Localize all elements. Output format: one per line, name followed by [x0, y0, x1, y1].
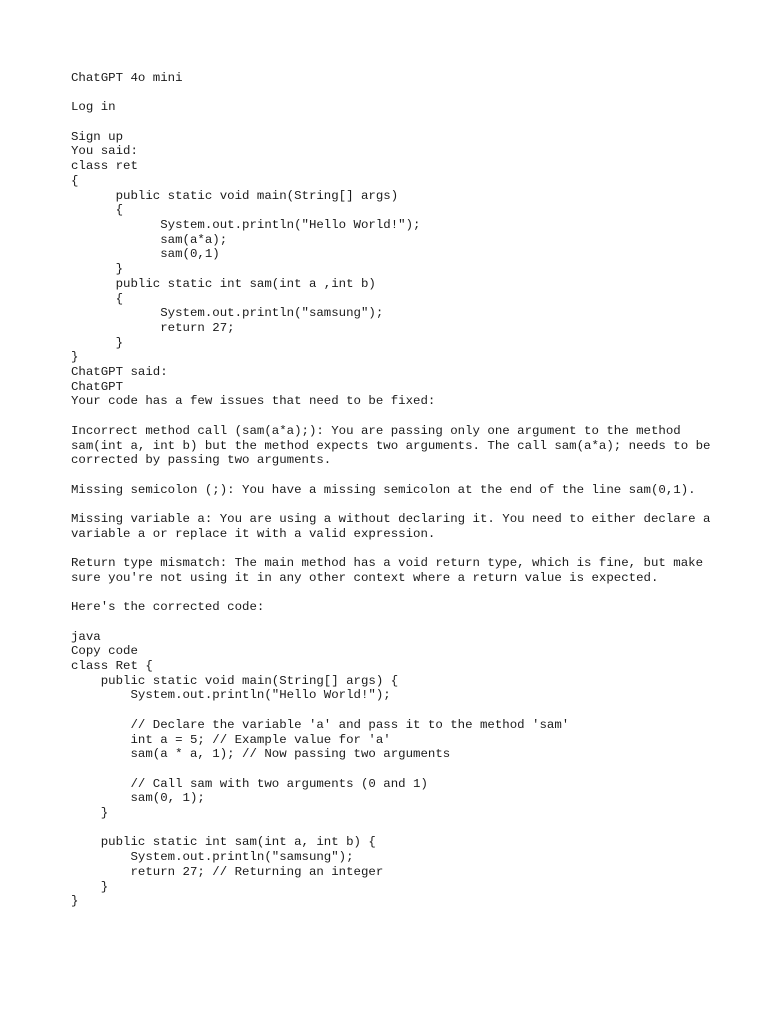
- spacer: [71, 497, 711, 512]
- issue-paragraph: Incorrect method call (sam(a*a);): You are passing only one argument to the method sam(int a, int b) but the method expects two arguments. The call sam(a*a); needs to be corrected by passing two arguments.: [71, 423, 718, 468]
- copy-code-button[interactable]: Copy code: [71, 644, 138, 659]
- code-line: [71, 762, 711, 777]
- code-line: [71, 703, 711, 718]
- assistant-name: ChatGPT: [71, 379, 124, 394]
- code-line: class ret: [71, 159, 138, 174]
- code-line: }: [71, 262, 124, 277]
- code-line: System.out.println("Hello World!");: [71, 688, 391, 703]
- spacer: [71, 615, 711, 630]
- code-line: public static void main(String[] args) {: [71, 673, 399, 688]
- code-line: class Ret {: [71, 659, 153, 673]
- corrected-code-block: [71, 659, 711, 909]
- code-line: int a = 5; // Example value for 'a': [71, 732, 391, 747]
- assistant-message-label: ChatGPT said:: [71, 365, 168, 380]
- corrected-code-intro: Here's the corrected code:: [71, 600, 265, 615]
- code-line: }: [71, 879, 109, 894]
- app-title: ChatGPT 4o mini: [71, 71, 183, 85]
- code-line: sam(0, 1);: [71, 791, 205, 806]
- code-line: // Call sam with two arguments (0 and 1): [71, 776, 428, 791]
- code-line: sam(a * a, 1); // Now passing two arguments: [71, 747, 451, 762]
- code-line: public static void main(String[] args): [71, 188, 399, 203]
- code-line: {: [71, 291, 124, 306]
- code-language-label: java: [71, 629, 101, 644]
- spacer: [71, 409, 711, 424]
- code-line: public static int sam(int a ,int b): [71, 276, 376, 291]
- spacer: [71, 115, 711, 130]
- code-line: return 27; // Returning an integer: [71, 864, 384, 879]
- user-message-label: You said:: [71, 144, 138, 159]
- issue-paragraph: Missing semicolon (;): You have a missing semicolon at the end of the line sam(0,1).: [71, 482, 696, 497]
- document-page: [71, 71, 718, 909]
- code-line: // Declare the variable 'a' and pass it to the method 'sam': [71, 717, 570, 732]
- code-line: }: [71, 894, 79, 909]
- signup-link[interactable]: Sign up: [71, 129, 124, 144]
- spacer: [71, 86, 711, 101]
- code-line: System.out.println("samsung");: [71, 850, 354, 865]
- spacer: [71, 468, 711, 483]
- code-line: }: [71, 350, 79, 365]
- code-line: }: [71, 806, 109, 820]
- code-line: sam(a*a);: [71, 232, 228, 247]
- code-line: }: [71, 335, 124, 350]
- spacer: [71, 541, 711, 556]
- user-code-block: [71, 159, 711, 365]
- code-line: {: [71, 203, 124, 218]
- issue-paragraph: Missing variable a: You are using a without declaring it. You need to either declare a variable a or replace it with a valid expression.: [71, 512, 718, 541]
- code-line: [71, 821, 711, 836]
- assistant-intro: Your code has a few issues that need to be fixed:: [71, 394, 436, 409]
- issue-paragraph: Return type mismatch: The main method has a void return type, which is fine, but make sure you're not using it in any other context where a return value is expected.: [71, 556, 711, 585]
- login-link[interactable]: Log in: [71, 100, 116, 115]
- spacer: [71, 586, 711, 601]
- code-line: public static int sam(int a, int b) {: [71, 835, 376, 850]
- code-line: System.out.println("Hello World!");: [71, 218, 421, 232]
- code-line: {: [71, 173, 79, 188]
- code-line: System.out.println("samsung");: [71, 306, 384, 321]
- code-line: sam(0,1): [71, 247, 220, 262]
- code-line: return 27;: [71, 320, 235, 335]
